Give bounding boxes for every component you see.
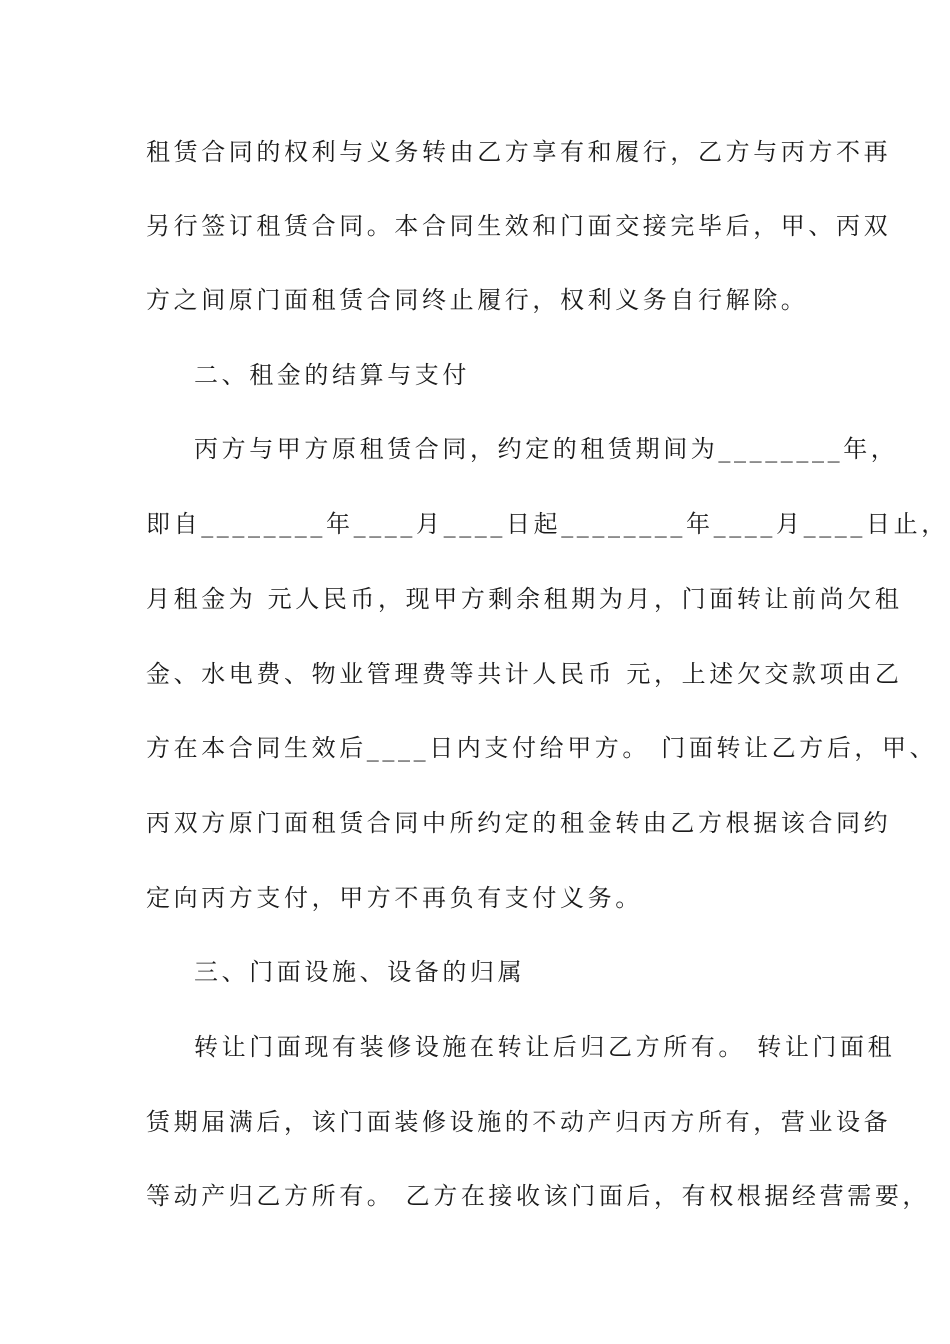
paragraph-line: 月租金为 元人民币，现甲方剩余租期为月，门面转让前尚欠租: [146, 585, 903, 613]
paragraph-line: 方在本合同生效后____日内支付给甲方。 门面转让乙方后，甲、: [146, 734, 938, 762]
paragraph-line: 方之间原门面租赁合同终止履行，权利义务自行解除。: [146, 286, 809, 314]
paragraph-line: 金、水电费、物业管理费等共计人民币 元，上述欠交款项由乙: [146, 660, 903, 688]
paragraph-line: 赁期届满后，该门面装修设施的不动产归丙方所有，营业设备: [146, 1108, 892, 1136]
paragraph-line: 另行签订租赁合同。本合同生效和门面交接完毕后，甲、丙双: [146, 212, 892, 240]
paragraph-line: 转让门面现有装修设施在转让后归乙方所有。 转让门面租: [194, 1033, 896, 1061]
paragraph-line: 定向丙方支付，甲方不再负有支付义务。: [146, 884, 643, 912]
paragraph-line: 等动产归乙方所有。 乙方在接收该门面后，有权根据经营需要，: [146, 1182, 931, 1210]
paragraph-line: 即自________年____月____日起________年____月____日止，: [146, 510, 949, 538]
paragraph-line: 丙方与甲方原租赁合同，约定的租赁期间为________年，: [194, 435, 899, 463]
paragraph-line: 丙双方原门面租赁合同中所约定的租金转由乙方根据该合同约: [146, 809, 892, 837]
paragraph-line: 租赁合同的权利与义务转由乙方享有和履行，乙方与丙方不再: [146, 138, 892, 166]
section-heading-facilities-ownership: 三、门面设施、设备的归属: [194, 958, 526, 986]
section-heading-rent-settlement: 二、租金的结算与支付: [194, 361, 470, 389]
